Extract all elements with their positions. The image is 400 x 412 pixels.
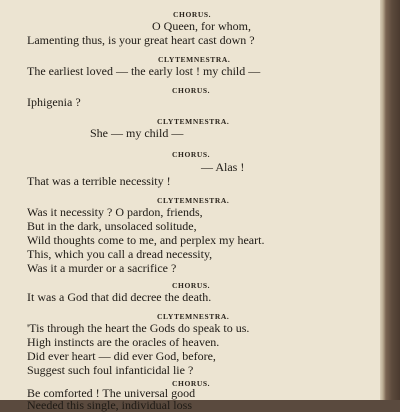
verse-line: Was it a murder or a sacrifice ? [27,261,177,275]
verse-line: Wild thoughts come to me, and perplex my heart. [27,233,265,247]
book-binding-edge [380,0,400,400]
verse-line: Did ever heart — did ever God, before, [27,349,216,363]
verse-line: The earliest loved — the early lost ! my child — [27,64,261,78]
verse-line: Needed this single, individual loss [27,398,192,412]
verse-line: Was it necessity ? O pardon, friends, [27,205,203,219]
verse-line: 'Tis through the heart the Gods do speak to us. [27,321,250,335]
speaker-label: CHORUS. [172,86,211,95]
verse-line: It was a God that did decree the death. [27,290,212,304]
speaker-label: CHORUS. [173,10,212,19]
verse-line: This, which you call a dread necessity, [27,247,213,261]
verse-line: That was a terrible necessity ! [27,174,171,188]
verse-line: Lamenting thus, is your great heart cast down ? [27,33,255,47]
verse-line: Suggest such foul infanticidal lie ? [27,363,194,377]
verse-line: Be comforted ! The universal good [27,386,196,400]
speaker-label: CHORUS. [172,281,211,290]
speaker-label: CHORUS. [172,150,211,159]
verse-line: Iphigenia ? [27,95,81,109]
speaker-label: CLYTEMNESTRA. [158,55,231,64]
verse-line: O Queen, for whom, [152,19,251,33]
speaker-label: CLYTEMNESTRA. [157,117,230,126]
speaker-label: CLYTEMNESTRA. [157,196,230,205]
verse-line: But in the dark, unsolaced solitude, [27,219,197,233]
speaker-label: CLYTEMNESTRA. [157,312,230,321]
verse-line: She — my child — [90,126,184,140]
speaker-label: CHORUS. [172,379,211,388]
verse-line: High instincts are the oracles of heaven. [27,335,220,349]
verse-line: — Alas ! [201,160,245,174]
